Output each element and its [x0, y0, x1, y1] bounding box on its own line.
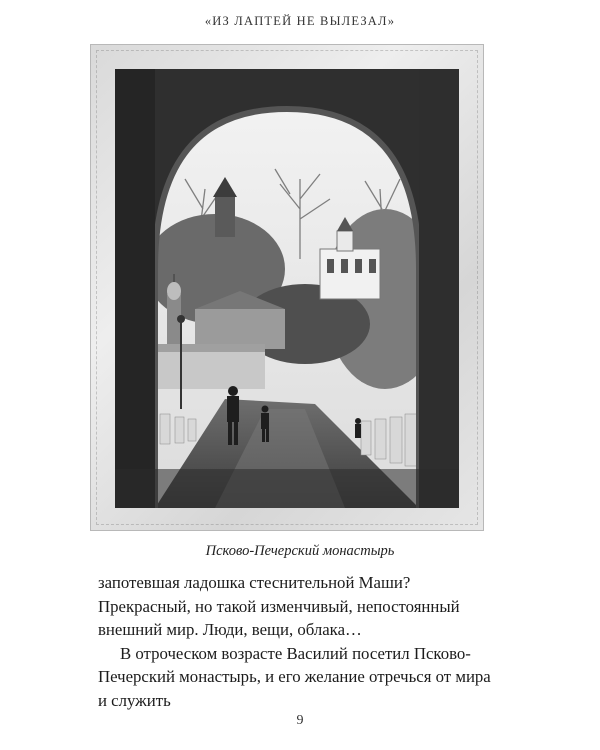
body-text	[98, 571, 502, 712]
photo-frame	[90, 44, 484, 531]
photo-caption: Псково-Печерский монастырь	[205, 543, 395, 559]
page-number: 9	[296, 713, 304, 728]
paragraph: В отроческом возрасте Василий посетил Псково-Печерский монастырь, и его желание отречься от мира и служить	[98, 643, 491, 710]
monastery-photo	[115, 69, 459, 508]
running-title: «ИЗ ЛАПТЕЙ НЕ ВЫЛЕЗАЛ»	[204, 14, 396, 28]
paragraph-continuation: запотевшая ладошка стеснительной Маши? Прекрасный, но такой изменчивый, непостоянный внешний мир. Люди, вещи, облака…	[98, 573, 460, 639]
